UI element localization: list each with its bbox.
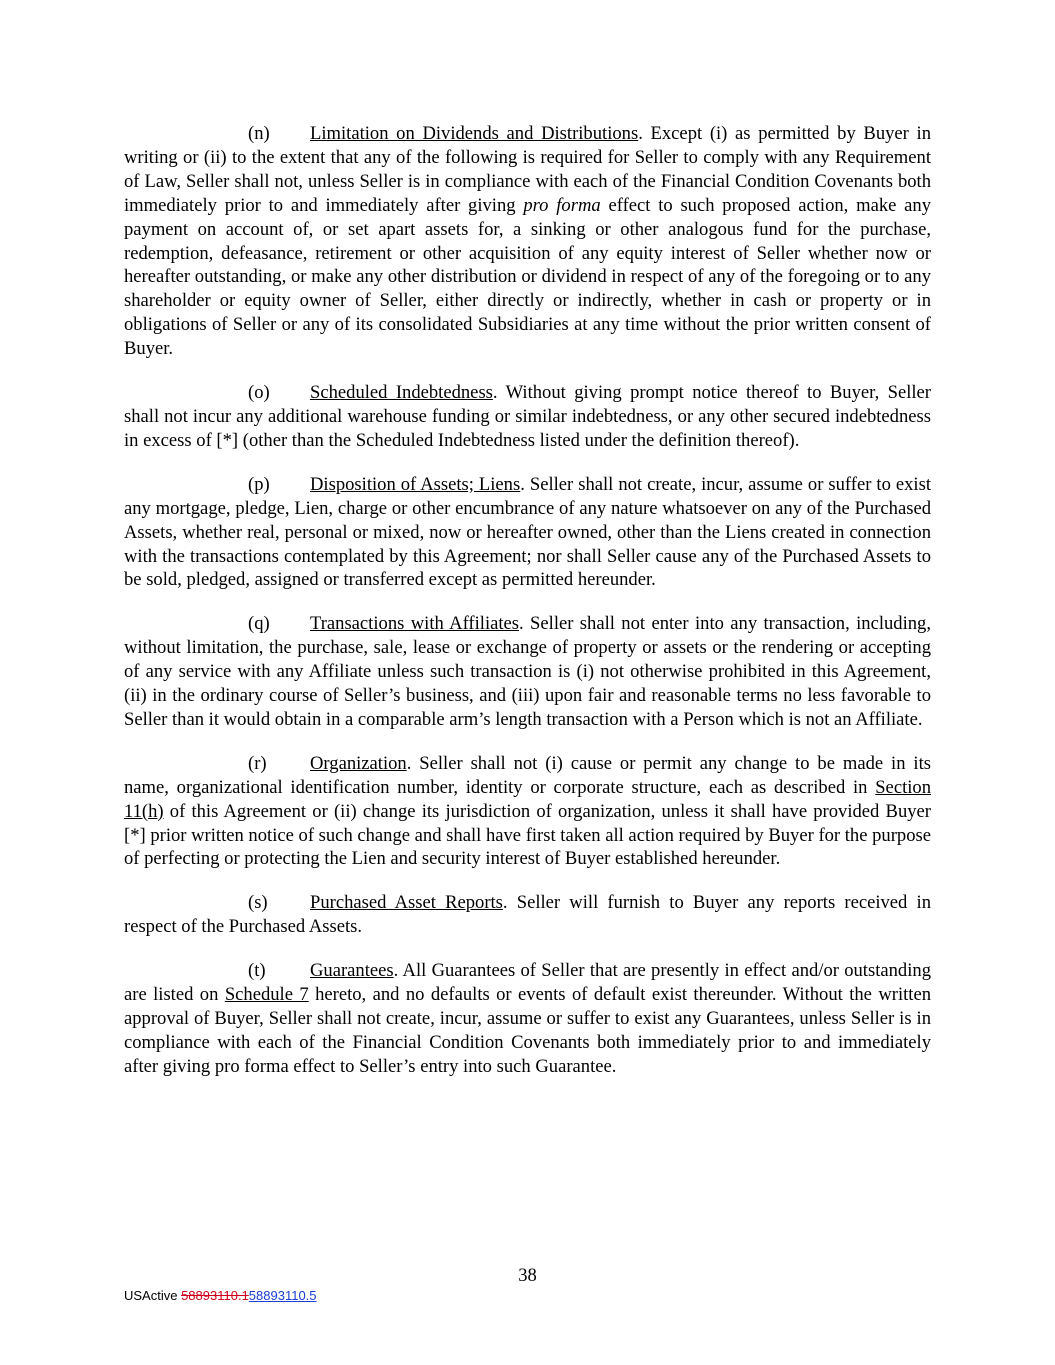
section-reference: Section 11(h) (124, 776, 931, 822)
paragraph-heading: Disposition of Assets; Liens (310, 473, 521, 495)
paragraph-text: hereto, and no defaults or events of default exist thereunder. Without the written approval of Buyer, Seller shall not create, incur, assume or suffer to exist any Guarantees, unless Seller is in compliance with each of the Financial Condition Covenants both immediately prior to and immediately after giving pro forma effect to Seller’s entry into such Guarantee. (124, 984, 931, 1077)
paragraph-number: (q) (248, 613, 270, 635)
paragraph-number: (n) (248, 123, 270, 144)
paragraph-heading: Purchased Asset Reports (310, 892, 503, 914)
paragraph-q (124, 612, 931, 732)
paragraph-text: . Seller shall not (i) cause or permit any change to be made in its name, organizational identification number, identity or corporate structure, each as described in (124, 752, 931, 798)
paragraph-heading: Organization (310, 752, 407, 774)
paragraph-text: . Seller shall not enter into any transaction, including, without limitation, the purchase, sale, lease or exchange of property or assets or the rendering or accepting of any service with any Affiliate unless such transaction is (i) not otherwise prohibited in this Agreement, (ii) in the ordinary course of Seller’s business, and (iii) upon fair and reasonable terms no less favorable to Seller than it would obtain in a comparable arm’s length transaction with a Person which is not an Affiliate. (124, 613, 932, 730)
paragraph-o (124, 381, 931, 453)
paragraph-heading: Transactions with Affiliates (310, 613, 520, 635)
document-id-footer (124, 1288, 317, 1303)
paragraph-n (124, 122, 931, 361)
inserted-doc-id: 58893110.5 (248, 1288, 317, 1303)
paragraph-number: (t) (248, 960, 266, 982)
paragraph-heading: Scheduled Indebtedness (310, 382, 493, 404)
paragraph-text: effect to such proposed action, make any payment on account of, or set apart assets for, a sinking or other analogous fund for the purchase, redemption, defeasance, retirement or other acquisition of any equity interest of Seller whether now or hereafter outstanding, or make any other distribution or dividend in respect of any of the foregoing or to any shareholder or equity owner of Seller, either directly or indirectly, whether in cash or property or in obligations of Seller or any of its consolidated Subsidiaries at any time without the prior written consent of Buyer. (124, 194, 931, 360)
deleted-doc-id: 58893110.1 (181, 1288, 249, 1303)
paragraph-number: (p) (248, 473, 270, 495)
paragraph-t (124, 959, 931, 1079)
document-body (124, 122, 931, 1099)
paragraph-heading: Limitation on Dividends and Distributions (310, 123, 639, 144)
paragraph-number: (s) (248, 892, 268, 914)
paragraph-text: of this Agreement or (ii) change its jurisdiction of organization, unless it shall have provided Buyer [*] prior written notice of such change and shall have first taken all action required by Buyer for the purpose of perfecting or protecting the Lien and security interest of Buyer established hereunder. (124, 800, 932, 870)
paragraph-s (124, 891, 931, 939)
paragraph-text: . Seller shall not create, incur, assume or suffer to exist any mortgage, pledge, Lien, charge or other encumbrance of any nature whatsoever on any of the Purchased Assets, whether real, personal or mixed, now or hereafter owned, other than the Liens created in connection with the transactions contemplated by this Agreement; nor shall Seller cause any of the Purchased Assets to be sold, pledged, assigned or transferred except as permitted hereunder. (124, 473, 931, 591)
paragraph-text: . All Guarantees of Seller that are presently in effect and/or outstanding are listed on (124, 960, 931, 1006)
paragraph-text: . Except (i) as permitted by Buyer in writing or (ii) to the extent that any of the following is required for Seller to comply with any Requirement of Law, Seller shall not, unless Seller is in compliance with each of the Financial Condition Covenants both immediately prior to and immediately after giving (124, 123, 931, 216)
paragraph-number: (r) (248, 752, 267, 774)
paragraph-text: . Without giving prompt notice thereof to Buyer, Seller shall not incur any additional warehouse funding or similar indebtedness, or any other secured indebtedness in excess of [*] (other than the Scheduled Indebtedness listed under the definition thereof). (124, 382, 931, 451)
italic-term: pro forma (523, 194, 601, 216)
paragraph-text: . Seller will furnish to Buyer any reports received in respect of the Purchased Assets. (124, 892, 931, 938)
footer-prefix: USActive (124, 1288, 182, 1303)
schedule-reference: Schedule 7 (224, 984, 309, 1006)
paragraph-p (124, 473, 931, 593)
paragraph-number: (o) (248, 382, 270, 404)
page-number: 38 (518, 1265, 537, 1286)
paragraph-heading: Guarantees (310, 960, 394, 982)
paragraph-r (124, 752, 931, 872)
